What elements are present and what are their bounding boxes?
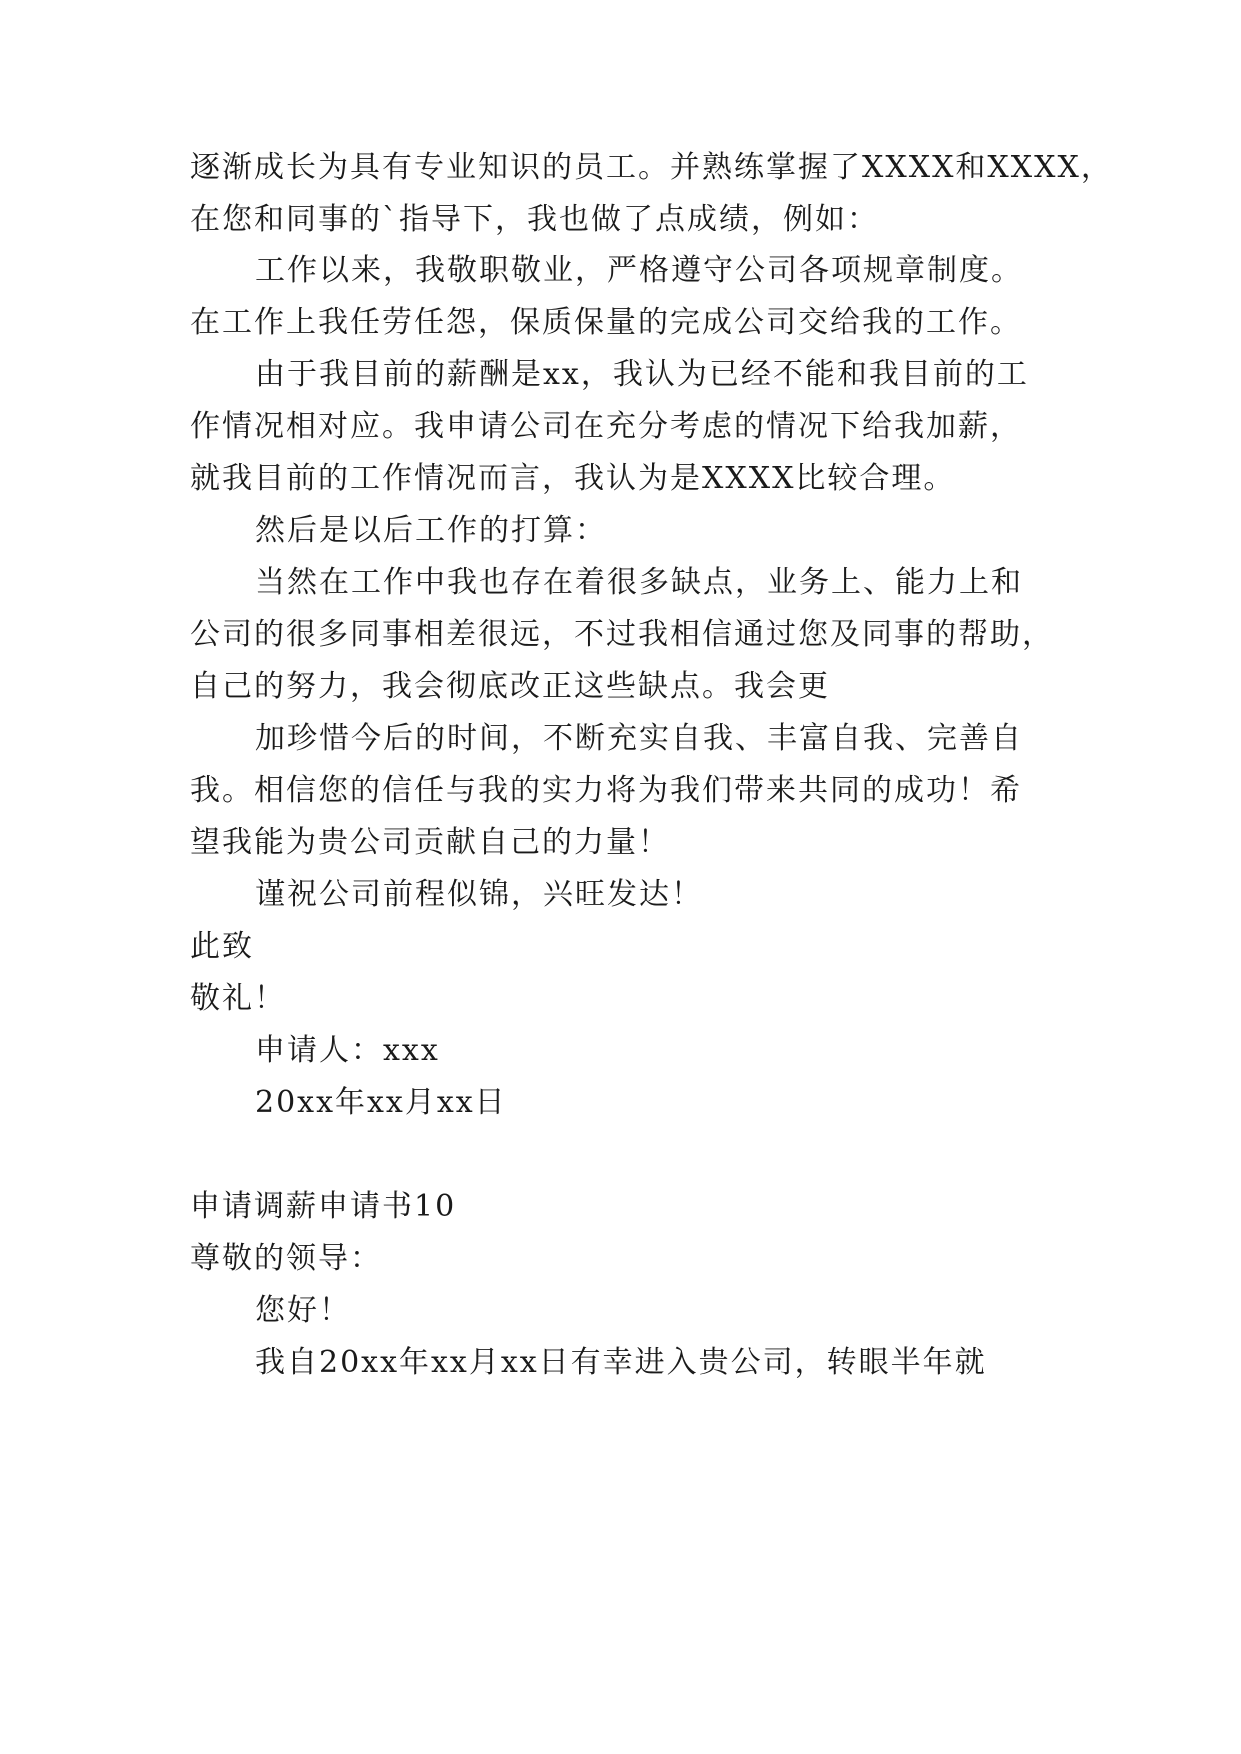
body-line: 逐渐成长为具有专业知识的员工。并熟练掌握了XXXX和XXXX，: [190, 150, 1113, 185]
body-line: 加珍惜今后的时间，不断充实自我、丰富自我、完善自: [255, 721, 1023, 756]
body-line: 然后是以后工作的打算：: [255, 513, 607, 548]
letter-greeting: 您好！: [255, 1293, 351, 1328]
body-line: 当然在工作中我也存在着很多缺点，业务上、能力上和: [255, 565, 1023, 600]
salutation-jingli: 敬礼！: [190, 981, 286, 1016]
body-line: 就我目前的工作情况而言，我认为是XXXX比较合理。: [190, 461, 956, 496]
letter-addressee: 尊敬的领导：: [190, 1241, 382, 1276]
signature-date: 20xx年xx月xx日: [255, 1085, 507, 1120]
closing-wish: 谨祝公司前程似锦，兴旺发达！: [255, 877, 703, 912]
body-line: 由于我目前的薪酬是xx，我认为已经不能和我目前的工: [255, 357, 1029, 392]
body-line: 工作以来，我敬职敬业，严格遵守公司各项规章制度。: [255, 253, 1023, 288]
applicant-name: 申请人：xxx: [255, 1033, 440, 1068]
body-line: 我。相信您的信任与我的实力将为我们带来共同的成功！希: [190, 773, 1022, 808]
section-title: 申请调薪申请书10: [190, 1189, 457, 1224]
body-line: 公司的很多同事相差很远，不过我相信通过您及同事的帮助，: [190, 617, 1054, 652]
body-line: 自己的努力，我会彻底改正这些缺点。我会更: [190, 669, 830, 704]
salutation-cizhi: 此致: [190, 929, 254, 964]
body-line: 作情况相对应。我申请公司在充分考虑的情况下给我加薪，: [190, 409, 1022, 444]
body-line: 望我能为贵公司贡献自己的力量！: [190, 825, 670, 860]
body-line: 我自20xx年xx月xx日有幸进入贵公司，转眼半年就: [255, 1345, 987, 1380]
body-line: 在您和同事的`指导下，我也做了点成绩，例如：: [190, 202, 879, 237]
body-line: 在工作上我任劳任怨，保质保量的完成公司交给我的工作。: [190, 305, 1022, 340]
